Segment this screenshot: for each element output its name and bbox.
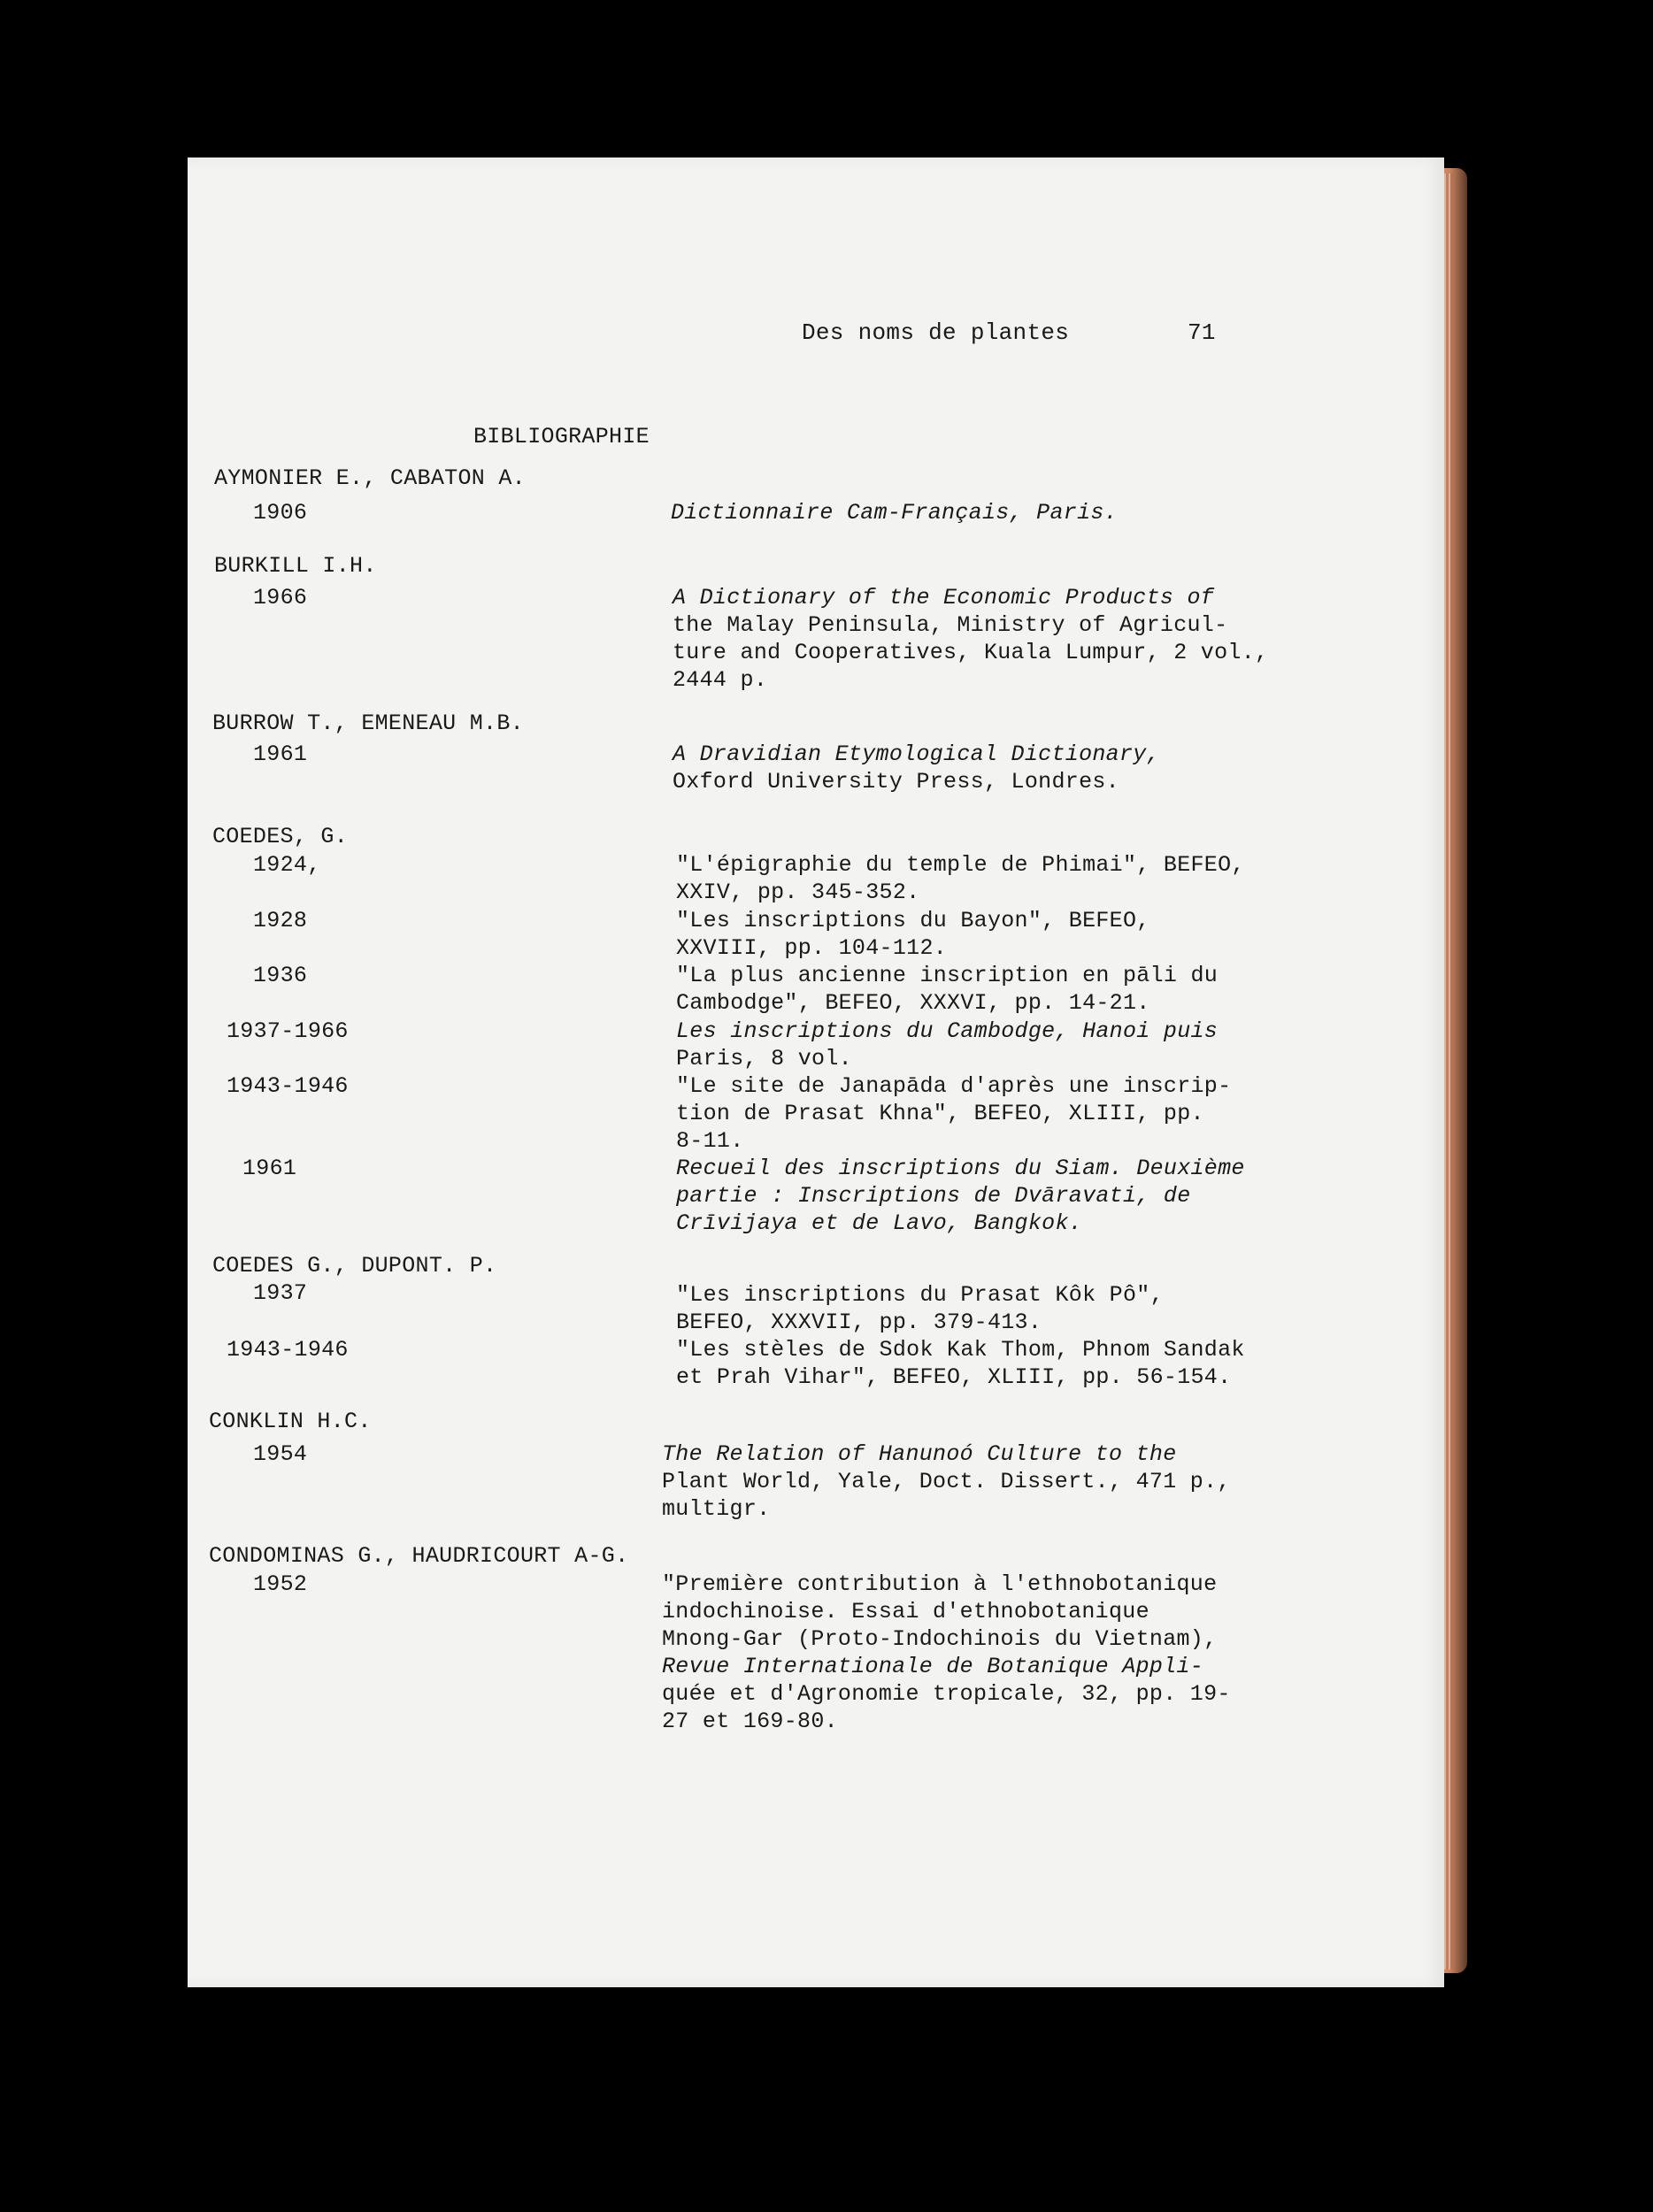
running-header-title: Des noms de plantes: [802, 319, 1070, 346]
bibliography-reference-line: "Les inscriptions du Bayon", BEFEO,: [676, 908, 1150, 933]
bibliography-author: CONDOMINAS G., HAUDRICOURT A-G.: [209, 1543, 629, 1569]
page-number: 71: [1188, 319, 1216, 346]
bibliography-reference-line: Dictionnaire Cam-Français, Paris.: [671, 500, 1118, 526]
bibliography-reference-line: partie : Inscriptions de Dvāravati, de: [676, 1183, 1191, 1209]
bibliography-reference-line: Crīvijaya et de Lavo, Bangkok.: [676, 1210, 1083, 1236]
bibliography-reference-line: Recueil des inscriptions du Siam. Deuxième: [676, 1156, 1245, 1181]
bibliography-reference-line: the Malay Peninsula, Ministry of Agricul-: [673, 612, 1228, 638]
bibliography-author: CONKLIN H.C.: [209, 1409, 372, 1434]
bibliography-year: 1943-1946: [227, 1073, 349, 1099]
bibliography-author: BURKILL I.H.: [214, 553, 377, 579]
bibliography-reference-line: Cambodge", BEFEO, XXXVI, pp. 14-21.: [676, 990, 1150, 1016]
bibliography-year: 1906: [253, 500, 308, 526]
bibliography-year: 1961: [253, 741, 308, 767]
bibliography-reference-line: "Les stèles de Sdok Kak Thom, Phnom Sandak: [676, 1337, 1245, 1363]
bibliography-reference-line: BEFEO, XXXVII, pp. 379-413.: [676, 1310, 1042, 1335]
bibliography-reference-line: XXIV, pp. 345-352.: [676, 879, 920, 905]
bibliography-year: 1961: [242, 1156, 297, 1181]
bibliography-author: COEDES G., DUPONT. P.: [212, 1253, 497, 1279]
bibliography-reference-line: Paris, 8 vol.: [676, 1046, 852, 1071]
bibliography-reference-line: 8-11.: [676, 1128, 744, 1154]
bibliography-year: 1954: [253, 1441, 308, 1467]
bibliography-reference-line: A Dravidian Etymological Dictionary,: [673, 741, 1160, 767]
bibliography-reference-line: multigr.: [662, 1496, 771, 1522]
bibliography-author: AYMONIER E., CABATON A.: [214, 465, 526, 491]
bibliography-reference-line: "Les inscriptions du Prasat Kôk Pô",: [676, 1282, 1164, 1308]
bibliography-year: 1952: [253, 1571, 308, 1597]
book-page: [188, 157, 1444, 1987]
bibliography-year: 1928: [253, 908, 308, 933]
bibliography-reference-line: The Relation of Hanunoó Culture to the: [662, 1441, 1177, 1467]
bibliography-reference-line: 27 et 169-80.: [662, 1709, 838, 1734]
bibliography-reference-line: "La plus ancienne inscription en pāli du: [676, 963, 1219, 988]
bibliography-reference-line: "Première contribution à l'ethnobotanique: [662, 1571, 1218, 1597]
bibliography-reference-line: ture and Cooperatives, Kuala Lumpur, 2 vol.,: [673, 640, 1269, 665]
bibliography-reference-line: XXVIII, pp. 104-112.: [676, 935, 948, 961]
bibliography-year: 1924,: [253, 852, 321, 878]
bibliography-author: BURROW T., EMENEAU M.B.: [212, 710, 524, 736]
bibliography-year: 1966: [253, 585, 308, 611]
bibliography-reference-line: Plant World, Yale, Doct. Dissert., 471 p.,: [662, 1469, 1231, 1494]
bibliography-year: 1943-1946: [227, 1337, 349, 1363]
bibliography-reference-line: quée et d'Agronomie tropicale, 32, pp. 19-: [662, 1681, 1231, 1707]
bibliography-author: COEDES, G.: [212, 824, 349, 849]
bibliography-year: 1936: [253, 963, 308, 988]
bibliography-reference-line: "L'épigraphie du temple de Phimai", BEFEO,: [676, 852, 1245, 878]
bibliography-reference-line: Les inscriptions du Cambodge, Hanoi puis: [676, 1018, 1219, 1044]
bibliography-reference-line: A Dictionary of the Economic Products of: [673, 585, 1215, 611]
bibliography-reference-line: indochinoise. Essai d'ethnobotanique: [662, 1599, 1149, 1624]
bibliography-heading: BIBLIOGRAPHIE: [473, 424, 650, 449]
bibliography-year: 1937-1966: [227, 1018, 349, 1044]
bibliography-reference-line: "Le site de Janapāda d'après une inscrip-: [676, 1073, 1232, 1099]
bibliography-reference-line: 2444 p.: [673, 667, 768, 693]
bibliography-reference-line: Oxford University Press, Londres.: [673, 769, 1119, 795]
bibliography-reference-line: Revue Internationale de Botanique Appli-: [662, 1654, 1204, 1679]
bibliography-reference-line: et Prah Vihar", BEFEO, XLIII, pp. 56-154.: [676, 1364, 1232, 1390]
bibliography-year: 1937: [253, 1280, 308, 1306]
bibliography-reference-line: tion de Prasat Khna", BEFEO, XLIII, pp.: [676, 1101, 1204, 1126]
page-content: [188, 157, 1444, 1987]
bibliography-reference-line: Mnong-Gar (Proto-Indochinois du Vietnam),: [662, 1626, 1218, 1652]
